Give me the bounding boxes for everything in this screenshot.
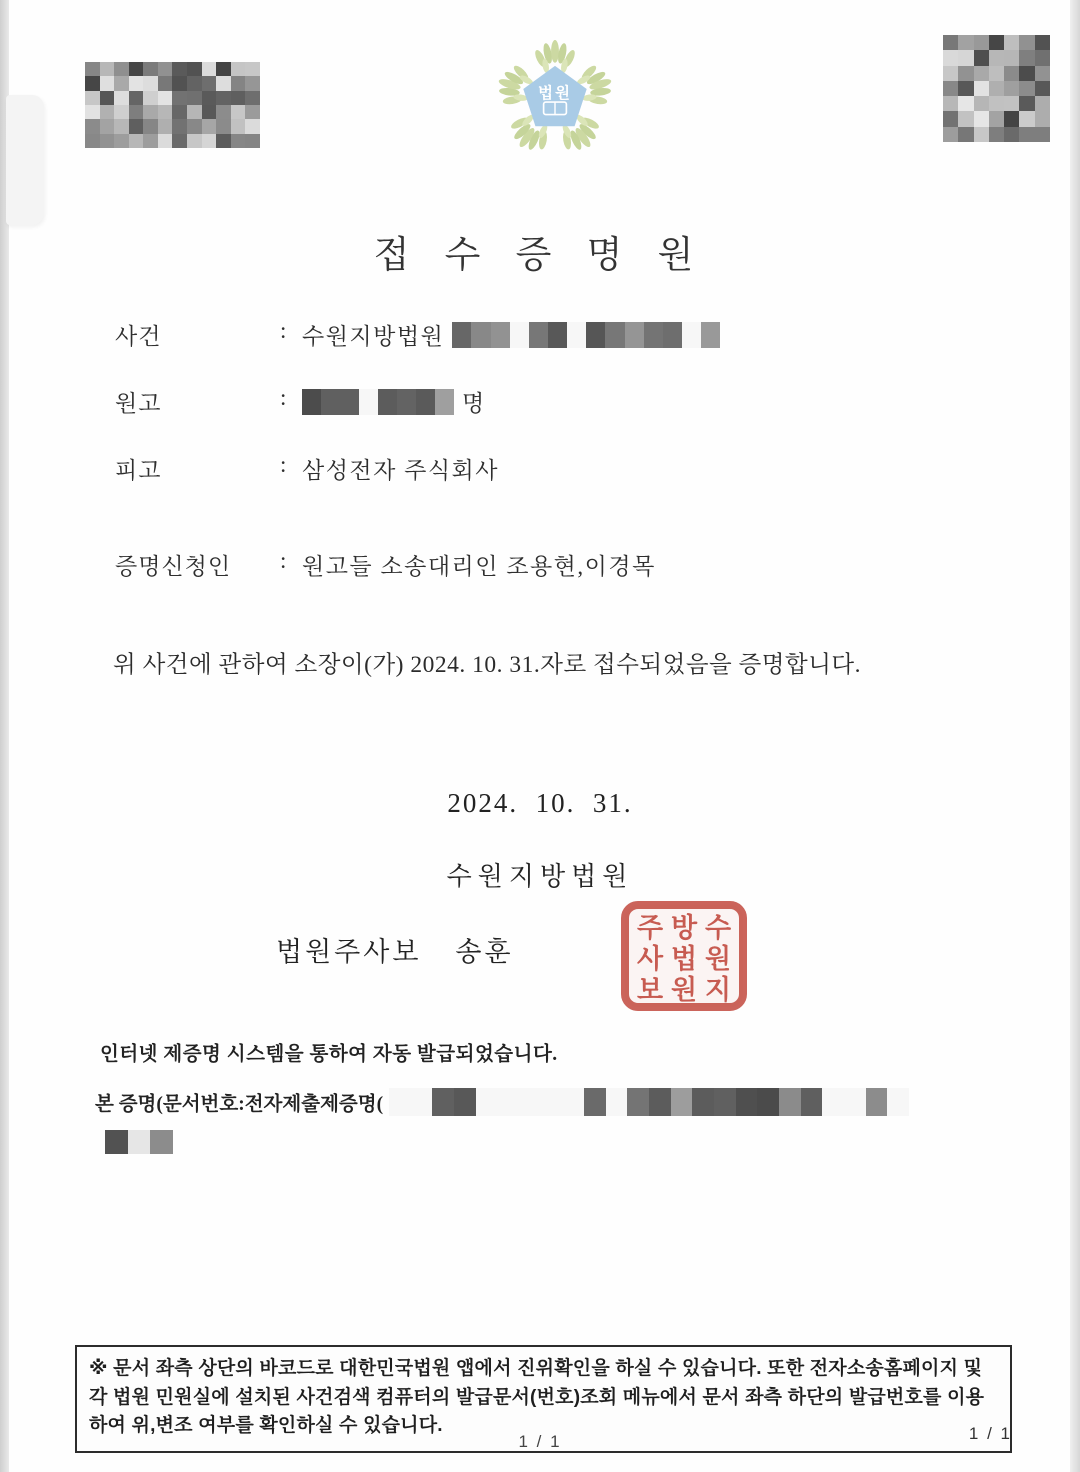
clerk-title: 법원주사보 bbox=[276, 937, 422, 967]
clerk-name: 송훈 bbox=[455, 937, 514, 967]
court-emblem bbox=[497, 40, 613, 158]
seal-char: 주 bbox=[636, 913, 664, 943]
official-seal-stamp bbox=[620, 900, 748, 1012]
court-name: 수원지방법원 bbox=[446, 862, 634, 891]
field-applicant bbox=[115, 548, 995, 582]
field-applicant-label: 증명신청인 bbox=[115, 554, 232, 579]
redacted-document-number bbox=[389, 1088, 909, 1116]
redacted-case-number bbox=[452, 322, 720, 348]
scan-edge-right bbox=[1070, 0, 1080, 1472]
field-defendant-label: 피고 bbox=[115, 458, 162, 483]
seal-char: 원 bbox=[670, 975, 698, 1005]
redacted-qr-code bbox=[943, 35, 1050, 142]
field-applicant-colon: : bbox=[280, 548, 287, 573]
auto-issue-note: 인터넷 제증명 시스템을 통하여 자동 발급되었습니다. bbox=[100, 1044, 558, 1065]
field-applicant-value: 원고들 소송대리인 조용현,이경목 bbox=[302, 554, 656, 579]
scan-edge-artifact bbox=[6, 95, 44, 225]
seal-char: 방 bbox=[670, 913, 698, 943]
redacted-plaintiff-names bbox=[302, 389, 454, 415]
seal-char: 지 bbox=[704, 975, 732, 1005]
document-number-prefix: 본 증명(문서번호:전자제출제증명( bbox=[95, 1094, 384, 1115]
issue-date: 2024. 10. 31. bbox=[447, 788, 633, 818]
seal-char: 보 bbox=[636, 975, 664, 1005]
field-defendant bbox=[115, 452, 995, 486]
certification-statement: 위 사건에 관하여 소장이(가) 2024. 10. 31.자로 접수되었음을 증명합니다. bbox=[113, 652, 861, 678]
emblem-label: 법원 bbox=[537, 84, 573, 102]
field-case-value: 수원지방법원 bbox=[302, 324, 445, 349]
field-plaintiff-colon: : bbox=[280, 385, 287, 410]
field-defendant-value: 삼성전자 주식회사 bbox=[302, 458, 499, 483]
field-plaintiff-label: 원고 bbox=[115, 391, 162, 416]
seal-char: 사 bbox=[636, 944, 664, 974]
field-defendant-colon: : bbox=[280, 452, 287, 477]
field-plaintiff bbox=[115, 385, 995, 419]
seal-char: 원 bbox=[704, 944, 732, 974]
field-plaintiff-suffix: 명 bbox=[462, 391, 486, 416]
field-case-colon: : bbox=[280, 318, 287, 343]
document-number-line bbox=[95, 1088, 995, 1116]
field-case bbox=[115, 318, 995, 352]
page-indicator-right: 1 / 1 bbox=[968, 1424, 1012, 1443]
clerk-signature-line bbox=[276, 930, 514, 969]
seal-char: 법 bbox=[670, 944, 698, 974]
field-case-label: 사건 bbox=[115, 324, 162, 349]
verification-notice-box: ※ 문서 좌측 상단의 바코드로 대한민국법원 앱에서 진위확인을 하실 수 있습니다. 또한 전자소송홈페이지 및 각 법원 민원실에 설치된 사건검색 컴퓨터의 발급문서(번호)조회 메뉴에서 문서 좌측 하단의 발급번호를 이용하여 위,변조 여부를 확인하실 수 있습니다. bbox=[75, 1345, 1012, 1453]
document-title: 접 수 증 명 원 bbox=[373, 235, 707, 276]
seal-char: 수 bbox=[704, 913, 732, 943]
redacted-barcode bbox=[85, 62, 260, 148]
redacted-document-number-continued bbox=[105, 1130, 173, 1154]
page-indicator-center: 1 / 1 bbox=[518, 1432, 562, 1451]
